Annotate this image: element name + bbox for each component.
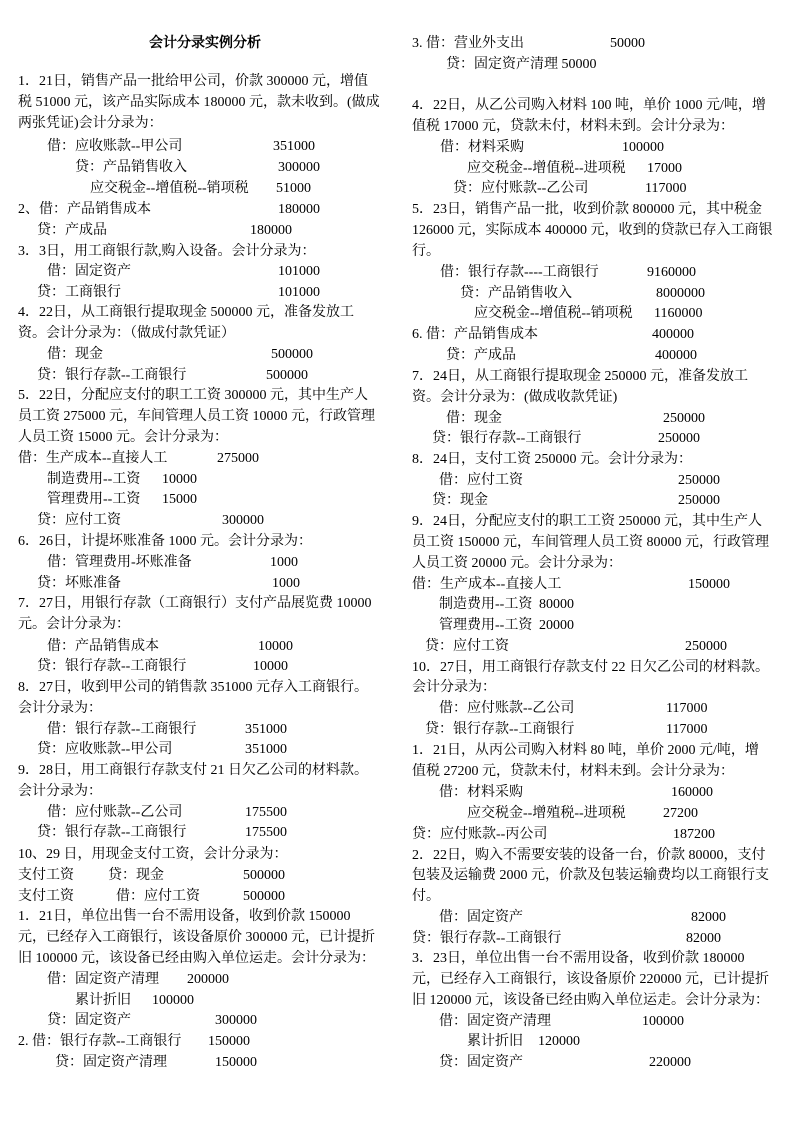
- left-line-text: 借：应收账款--甲公司: [47, 139, 183, 154]
- right-line-text: 借：固定资产: [439, 910, 523, 925]
- right-line-text: 借：材料采购: [439, 785, 523, 800]
- right-line-amount: 150000: [688, 577, 730, 592]
- right-line-amount: 82000: [691, 910, 726, 925]
- right-line-amount: 160000: [671, 785, 713, 800]
- right-line-text: 6. 借：产品销售成本: [412, 327, 538, 342]
- left-line-text: 5．22日，分配应支付的职工工资 300000 元，其中生产人: [18, 388, 368, 403]
- left-line-amount: 100000: [152, 993, 194, 1008]
- left-line-text: 借：银行存款--工商银行: [47, 722, 197, 737]
- left-line-amount: 150000: [215, 1055, 257, 1070]
- right-line-amount: 50000: [610, 36, 645, 51]
- left-line-amount: 10000: [253, 659, 288, 674]
- left-line-text: 借：固定资产清理: [47, 972, 159, 987]
- left-line-text: 会计分录为：: [18, 784, 102, 799]
- right-line-amount: 80000: [539, 597, 574, 612]
- right-line-text: 值税 27200 元，贷款未付，材料未到。会计分录为：: [412, 764, 734, 779]
- right-line-text: 贷：固定资产清理 50000: [446, 57, 597, 72]
- left-line-amount: 300000: [278, 160, 320, 175]
- right-line-text: 贷：产品销售收入: [460, 286, 572, 301]
- left-line-amount: 175500: [245, 825, 287, 840]
- right-line-text: 9．24日，分配应支付的职工工资 250000 元，其中生产人: [412, 514, 762, 529]
- right-line-amount: 400000: [655, 348, 697, 363]
- right-line-text: 付。: [412, 889, 440, 904]
- right-line-text: 借：固定资产清理: [439, 1014, 551, 1029]
- left-line-text: 贷：应收账款--甲公司: [37, 742, 173, 757]
- left-line-text: 贷：银行存款--工商银行: [37, 825, 187, 840]
- left-line-text: 借：现金: [47, 347, 103, 362]
- left-line-amount: 150000: [208, 1034, 250, 1049]
- right-line-amount: 27200: [663, 806, 698, 821]
- right-line-amount: 250000: [678, 473, 720, 488]
- left-line-text: 3．3日，用工商银行款,购入设备。会计分录为：: [18, 244, 316, 259]
- left-line-text: 元，已经存入工商银行，该设备原价 300000 元，已计提折: [18, 930, 375, 945]
- right-line-text: 员工资 150000 元，车间管理人员工资 80000 元，行政管理: [412, 535, 769, 550]
- right-line-text: 8．24日，支付工资 250000 元。会计分录为：: [412, 452, 692, 467]
- left-line-amount: 300000: [215, 1013, 257, 1028]
- left-line-text: 员工资 275000 元，车间管理人员工资 10000 元，行政管理: [18, 409, 375, 424]
- right-line-text: 10．27日，用工商银行存款支付 22 日欠乙公司的材料款。: [412, 660, 769, 675]
- right-line-amount: 20000: [539, 618, 574, 633]
- left-line-text: 贷：银行存款--工商银行: [37, 368, 187, 383]
- left-line-text: 贷：应付工资: [37, 513, 121, 528]
- right-line-amount: 250000: [678, 493, 720, 508]
- right-line-text: 贷：应付账款--乙公司: [453, 181, 589, 196]
- right-line-amount: 117000: [645, 181, 687, 196]
- right-line-text: 贷：银行存款--工商银行: [425, 722, 575, 737]
- right-line-amount: 117000: [666, 722, 708, 737]
- right-line-text: 借：银行存款----工商银行: [440, 265, 599, 280]
- right-line-text: 3. 借：营业外支出: [412, 36, 524, 51]
- right-line-amount: 120000: [538, 1034, 580, 1049]
- right-line-text: 126000 元，实际成本 400000 元，收到的贷款已存入工商银: [412, 223, 773, 238]
- right-line-text: 累计折旧: [467, 1034, 523, 1049]
- left-line-amount: 351000: [245, 722, 287, 737]
- left-line-amount: 1000: [272, 576, 300, 591]
- left-line-text: 贷：产品销售收入: [75, 160, 187, 175]
- left-line-amount: 500000: [243, 868, 285, 883]
- right-line-text: 旧 120000 元，该设备已经由购入单位运走。会计分录为：: [412, 993, 769, 1008]
- document-title: 会计分录实例分析: [149, 36, 261, 51]
- left-line-amount: 15000: [162, 492, 197, 507]
- right-line-text: 贷：产成品: [446, 348, 516, 363]
- right-line-text: 值税 17000 元，贷款未付，材料未到。会计分录为：: [412, 119, 734, 134]
- right-line-text: 制造费用--工资: [439, 597, 533, 612]
- left-line-amount: 51000: [276, 181, 311, 196]
- left-line-text: 借：管理费用-坏账准备: [47, 555, 192, 570]
- right-line-text: 贷：银行存款--工商银行: [412, 931, 562, 946]
- left-line-text: 资。会计分录为：（做成付款凭证）: [18, 326, 235, 341]
- right-line-amount: 8000000: [656, 286, 705, 301]
- right-line-amount: 17000: [647, 161, 682, 176]
- left-line-entry: 贷：现金: [108, 868, 164, 883]
- left-line-text: 应交税金--增值税--销项税: [90, 181, 249, 196]
- left-line-text: 税 51000 元，该产品实际成本 180000 元，款未收到。(做成: [18, 95, 380, 110]
- left-line-amount: 351000: [273, 139, 315, 154]
- left-line-text: 贷：坏账准备: [37, 576, 121, 591]
- right-line-text: 借：现金: [446, 411, 502, 426]
- right-line-text: 借：应付工资: [439, 473, 523, 488]
- right-line-text: 5．23日，销售产品一批，收到价款 800000 元，其中税金: [412, 202, 762, 217]
- right-line-amount: 100000: [642, 1014, 684, 1029]
- right-line-text: 3．23日，单位出售一台不需用设备，收到价款 180000: [412, 951, 745, 966]
- left-line-amount: 300000: [222, 513, 264, 528]
- right-line-text: 借：生产成本--直接人工: [412, 577, 562, 592]
- left-line-text: 元。会计分录为：: [18, 617, 130, 632]
- left-line-text: 支付工资: [18, 868, 74, 883]
- left-line-amount: 10000: [258, 639, 293, 654]
- left-line-amount: 101000: [278, 264, 320, 279]
- left-line-text: 贷：固定资产: [47, 1013, 131, 1028]
- right-line-amount: 250000: [685, 639, 727, 654]
- left-line-amount: 351000: [245, 742, 287, 757]
- right-line-amount: 9160000: [647, 265, 696, 280]
- right-line-text: 资。会计分录为：(做成收款凭证): [412, 390, 618, 405]
- left-line-text: 支付工资: [18, 889, 74, 904]
- left-line-amount: 180000: [278, 202, 320, 217]
- left-line-text: 两张凭证)会计分录为：: [18, 116, 163, 131]
- left-line-text: 贷：银行存款--工商银行: [37, 659, 187, 674]
- left-line-amount: 175500: [245, 805, 287, 820]
- right-line-text: 包装及运输费 2000 元，价款及包装运输费均以工商银行支: [412, 868, 769, 883]
- right-line-text: 应交税金--增殖税--进项税: [467, 806, 626, 821]
- left-line-text: 借：固定资产: [47, 264, 131, 279]
- right-line-text: 应交税金--增值税--销项税: [474, 306, 633, 321]
- left-line-text: 6．26日，计提坏账准备 1000 元。会计分录为：: [18, 534, 312, 549]
- left-line-amount: 200000: [187, 972, 229, 987]
- right-line-text: 贷：现金: [432, 493, 488, 508]
- left-line-text: 2. 借：银行存款--工商银行: [18, 1034, 182, 1049]
- left-line-amount: 1000: [270, 555, 298, 570]
- left-line-text: 旧 100000 元，该设备已经由购入单位运走。会计分录为：: [18, 951, 375, 966]
- right-line-amount: 220000: [649, 1055, 691, 1070]
- right-line-text: 会计分录为：: [412, 680, 496, 695]
- left-line-text: 9．28日，用工商银行存款支付 21 日欠乙公司的材料款。: [18, 763, 368, 778]
- right-line-text: 行。: [412, 244, 440, 259]
- left-line-entry: 借：应付工资: [116, 889, 200, 904]
- left-line-text: 7．27日，用银行存款（工商银行）支付产品展览费 10000: [18, 596, 372, 611]
- right-line-text: 人员工资 20000 元。会计分录为：: [412, 556, 622, 571]
- left-line-text: 4．22日，从工商银行提取现金 500000 元，准备发放工: [18, 305, 354, 320]
- right-line-text: 贷：应付账款--丙公司: [412, 827, 548, 842]
- left-line-text: 人员工资 15000 元。会计分录为：: [18, 430, 228, 445]
- left-line-text: 会计分录为：: [18, 701, 102, 716]
- right-line-amount: 187200: [673, 827, 715, 842]
- right-line-text: 贷：固定资产: [439, 1055, 523, 1070]
- left-line-text: 借：产品销售成本: [47, 639, 159, 654]
- right-line-amount: 117000: [666, 701, 708, 716]
- right-line-text: 应交税金--增值税--进项税: [467, 161, 626, 176]
- left-line-amount: 275000: [217, 451, 259, 466]
- right-line-amount: 100000: [622, 140, 664, 155]
- right-line-amount: 82000: [686, 931, 721, 946]
- right-line-text: 借：应付账款--乙公司: [439, 701, 575, 716]
- left-line-text: 1．21日，单位出售一台不需用设备，收到价款 150000: [18, 909, 351, 924]
- left-line-text: 1．21日，销售产品一批给甲公司，价款 300000 元，增值: [18, 74, 368, 89]
- left-line-text: 贷：产成品: [37, 223, 107, 238]
- right-line-amount: 400000: [652, 327, 694, 342]
- left-line-amount: 500000: [266, 368, 308, 383]
- left-line-amount: 101000: [278, 285, 320, 300]
- right-line-amount: 1160000: [654, 306, 703, 321]
- left-line-text: 10、29 日，用现金支付工资，会计分录为：: [18, 847, 288, 862]
- left-line-text: 借：应付账款--乙公司: [47, 805, 183, 820]
- left-line-amount: 500000: [243, 889, 285, 904]
- right-line-text: 元，已经存入工商银行，该设备原价 220000 元，已计提折: [412, 972, 769, 987]
- left-line-text: 贷：工商银行: [37, 285, 121, 300]
- right-line-text: 7．24日，从工商银行提取现金 250000 元，准备发放工: [412, 369, 748, 384]
- left-line-text: 8．27日，收到甲公司的销售款 351000 元存入工商银行。: [18, 680, 368, 695]
- right-line-text: 贷：银行存款--工商银行: [432, 431, 582, 446]
- left-line-text: 借：生产成本--直接人工: [18, 451, 168, 466]
- right-line-amount: 250000: [663, 411, 705, 426]
- right-line-text: 管理费用--工资: [439, 618, 533, 633]
- left-line-text: 贷：固定资产清理: [55, 1055, 167, 1070]
- left-line-amount: 500000: [271, 347, 313, 362]
- left-line-text: 累计折旧: [75, 993, 131, 1008]
- right-line-text: 贷：应付工资: [425, 639, 509, 654]
- left-line-text: 管理费用--工资: [47, 492, 141, 507]
- left-line-amount: 180000: [250, 223, 292, 238]
- left-line-text: 2、借：产品销售成本: [18, 202, 151, 217]
- right-line-amount: 250000: [658, 431, 700, 446]
- right-line-text: 借：材料采购: [440, 140, 524, 155]
- right-line-text: 2．22日，购入不需要安装的设备一台，价款 80000，支付: [412, 848, 766, 863]
- right-line-text: 1．21日，从丙公司购入材料 80 吨，单价 2000 元/吨，增: [412, 743, 759, 758]
- left-line-text: 制造费用--工资: [47, 472, 141, 487]
- left-line-amount: 10000: [162, 472, 197, 487]
- right-line-text: 4．22日，从乙公司购入材料 100 吨，单价 1000 元/吨，增: [412, 98, 766, 113]
